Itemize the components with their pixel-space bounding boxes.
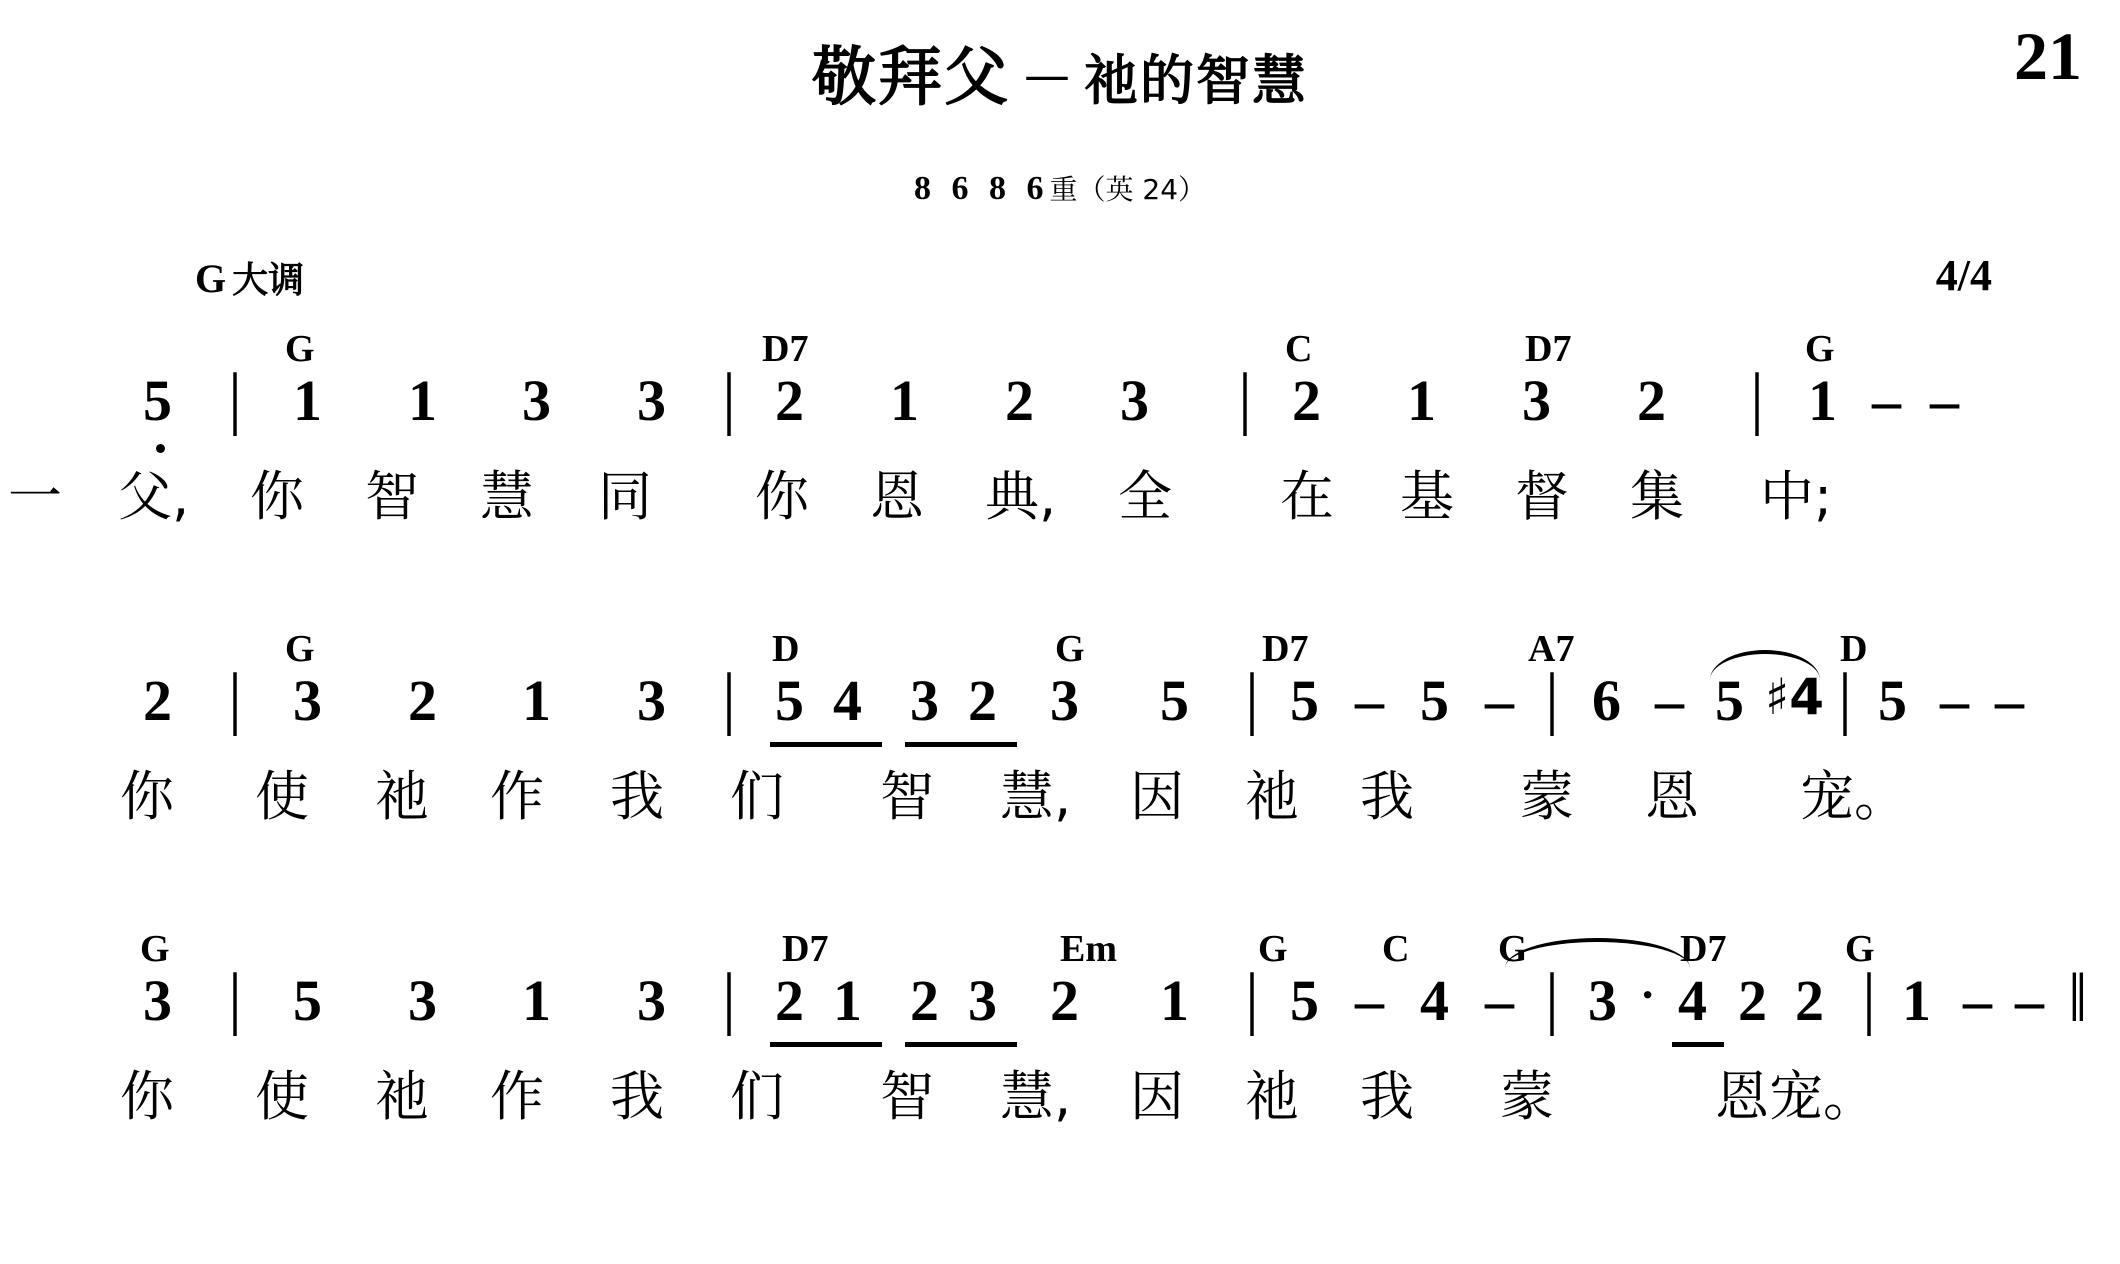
lyric-syllable: 我 [610, 1065, 664, 1128]
sustain-dash: – [1485, 668, 1514, 733]
note: 2 [1738, 968, 1767, 1033]
sustain-dash: – [1872, 368, 1901, 433]
lyric-syllable: 父, [118, 465, 190, 528]
chord-symbol: Em [1060, 928, 1117, 970]
time-signature: 4/4 [1935, 251, 1992, 300]
note: 2 [1050, 968, 1079, 1033]
note: 5 [1878, 668, 1907, 733]
chord-symbol: G [1055, 628, 1085, 670]
note: 3 [143, 968, 172, 1033]
note: 2 [968, 668, 997, 733]
lyric-syllable: 智 [365, 465, 419, 528]
note: 5 [1290, 968, 1319, 1033]
note: 3 [408, 968, 437, 1033]
page-title [0, 26, 2120, 118]
note: 5 [293, 968, 322, 1033]
lyrics-line-1 [0, 465, 2120, 550]
title-dash: — [1024, 48, 1070, 102]
note: 2 [775, 368, 804, 433]
note: 5 [1715, 668, 1744, 733]
sustain-dash: – [1963, 968, 1992, 1033]
chord-symbol: D7 [1680, 928, 1727, 970]
lyric-syllable: 智 [880, 765, 934, 828]
note: 5 [143, 368, 172, 433]
lyric-syllable: 督 [1515, 465, 1569, 528]
chord-symbol: D7 [782, 928, 829, 970]
barline: | [1838, 660, 1853, 737]
low-octave-dot [156, 444, 165, 453]
lyric-syllable: 祂 [375, 1065, 429, 1128]
lyric-syllable: 使 [255, 765, 309, 828]
note: 5 [775, 668, 804, 733]
note: 4 [1678, 968, 1707, 1033]
note: 3 [637, 668, 666, 733]
note: 2 [775, 968, 804, 1033]
lyric-syllable: 全 [1118, 465, 1172, 528]
barline: | [1750, 360, 1765, 437]
meter-reference: （英 24） [1077, 173, 1207, 206]
sustain-dash: – [1355, 968, 1384, 1033]
chord-symbol: A7 [1528, 628, 1575, 670]
barline: | [228, 360, 243, 437]
sustain-dash: – [2015, 968, 2044, 1033]
key-signature-label: 大调 [232, 260, 305, 301]
barline: | [1862, 960, 1877, 1037]
note: 3 [1522, 368, 1551, 433]
note: 2 [1637, 368, 1666, 433]
notation-line-3 [0, 960, 2120, 1050]
barline: | [228, 960, 243, 1037]
note: 2 [143, 668, 172, 733]
notation-line-1 [0, 360, 2120, 450]
chord-symbol: D [772, 628, 800, 670]
lyric-syllable: 我 [610, 765, 664, 828]
music-system-1 [0, 330, 2120, 560]
note: 1 [1407, 368, 1436, 433]
lyric-syllable: 在 [1280, 465, 1334, 528]
sustain-dash: – [1930, 368, 1959, 433]
chord-symbol: D7 [1262, 628, 1309, 670]
lyric-syllable: 你 [755, 465, 809, 528]
sustain-dash: – [1355, 668, 1384, 733]
sustain-dash: – [1940, 668, 1969, 733]
slur-arc [1505, 938, 1690, 968]
chord-symbol: G [285, 628, 315, 670]
note: 1 [1160, 968, 1189, 1033]
lyric-syllable: 中; [1760, 465, 1833, 528]
note: 1 [1808, 368, 1837, 433]
note: 3 [522, 368, 551, 433]
note: 2 [1292, 368, 1321, 433]
note: 1 [522, 668, 551, 733]
lyric-syllable: 你 [120, 765, 174, 828]
lyric-syllable: 典, [985, 465, 1057, 528]
lyric-syllable: 们 [730, 1065, 784, 1128]
beam-underline [1672, 1042, 1724, 1047]
lyric-syllable: 你 [250, 465, 304, 528]
notation-line-2 [0, 660, 2120, 750]
sustain-dash: – [1655, 668, 1684, 733]
music-system-2 [0, 630, 2120, 860]
note: 4 [1420, 968, 1449, 1033]
lyric-syllable: 慧, [1000, 765, 1072, 828]
lyric-syllable: 恩 [870, 465, 924, 528]
hymn-number: 21 [2014, 18, 2082, 94]
lyric-syllable: 一 [8, 465, 62, 528]
note: 3 [1050, 668, 1079, 733]
lyric-syllable: 作 [490, 765, 544, 828]
lyric-syllable: 因 [1130, 1065, 1184, 1128]
lyric-syllable: 我 [1360, 1065, 1414, 1128]
note: 1 [833, 968, 862, 1033]
note: 3 [968, 968, 997, 1033]
lyric-syllable: 祂 [1245, 1065, 1299, 1128]
note: 3 [637, 368, 666, 433]
chord-symbol: C [1285, 328, 1313, 370]
lyric-syllable: 蒙 [1520, 765, 1574, 828]
chord-symbol: D [1840, 628, 1868, 670]
lyric-syllable: 因 [1130, 765, 1184, 828]
lyric-syllable: 祂 [1245, 765, 1299, 828]
note: 3 [1588, 968, 1617, 1033]
lyric-syllable: 蒙 [1500, 1065, 1554, 1128]
music-system-3 [0, 930, 2120, 1160]
lyric-syllable: 同 [598, 465, 652, 528]
note: 3 [637, 968, 666, 1033]
barline: | [1545, 960, 1560, 1037]
final-double-barline: ‖ [2068, 960, 2078, 1037]
lyric-syllable: 集 [1630, 465, 1684, 528]
note: 5 [1420, 668, 1449, 733]
beam-underline [905, 742, 1017, 747]
note: 1 [408, 368, 437, 433]
note: 6 [1592, 668, 1621, 733]
chord-symbol: G [1805, 328, 1835, 370]
meter-numbers: 8 6 8 6 [913, 170, 1050, 207]
chord-symbol: G [140, 928, 170, 970]
note: 4 [833, 668, 862, 733]
note: 2 [1005, 368, 1034, 433]
note: 5 [1160, 668, 1189, 733]
barline: | [228, 660, 243, 737]
beam-underline [770, 742, 882, 747]
chord-symbol: G [1258, 928, 1288, 970]
barline: | [1545, 660, 1560, 737]
lyric-syllable: 祂 [375, 765, 429, 828]
beam-underline [770, 1042, 882, 1047]
note: 5 [1290, 668, 1319, 733]
note: 1 [1902, 968, 1931, 1033]
note: 2 [1795, 968, 1824, 1033]
note: 1 [890, 368, 919, 433]
sustain-dash: – [1995, 668, 2024, 733]
chord-symbol: G [1498, 928, 1528, 970]
lyric-syllable: 恩 [1645, 765, 1699, 828]
title-subtitle: 祂的智慧 [1084, 49, 1308, 112]
lyric-syllable: 慧, [1000, 1065, 1072, 1128]
chord-symbol: G [285, 328, 315, 370]
key-signature [195, 252, 304, 303]
lyric-syllable: 宠。 [1800, 765, 1908, 828]
lyric-syllable: 智 [880, 1065, 934, 1128]
lyric-syllable: 慧 [480, 465, 534, 528]
beam-underline [905, 1042, 1017, 1047]
lyric-syllable: 们 [730, 765, 784, 828]
note: 3 [1120, 368, 1149, 433]
note: 2 [910, 968, 939, 1033]
barline: | [1238, 360, 1253, 437]
lyrics-line-3 [0, 1065, 2120, 1150]
chord-symbol: G [1845, 928, 1875, 970]
lyric-syllable: 你 [120, 1065, 174, 1128]
note: 3 [293, 668, 322, 733]
chord-symbol: D7 [762, 328, 809, 370]
augmentation-dot: · [1640, 969, 1656, 1020]
key-signature-letter: G [195, 256, 227, 301]
sustain-dash: – [1485, 968, 1514, 1033]
barline: | [722, 960, 737, 1037]
lyric-syllable: 使 [255, 1065, 309, 1128]
note: 2 [408, 668, 437, 733]
chord-symbol: C [1382, 928, 1410, 970]
note-sharp: ♯4 [1765, 668, 1824, 726]
slur-arc [1710, 650, 1820, 680]
title-main: 敬拜父 [812, 41, 1010, 115]
lyric-syllable: 恩宠。 [1715, 1065, 1877, 1128]
lyric-syllable: 基 [1400, 465, 1454, 528]
note: 1 [522, 968, 551, 1033]
meter-repeat-label: 重 [1049, 173, 1078, 206]
barline: | [1245, 960, 1260, 1037]
lyric-syllable: 作 [490, 1065, 544, 1128]
lyrics-line-2 [0, 765, 2120, 850]
barline: | [1245, 660, 1260, 737]
meter-line [0, 168, 2120, 208]
lyric-syllable: 我 [1360, 765, 1414, 828]
note: 1 [293, 368, 322, 433]
barline: | [722, 360, 737, 437]
chord-symbol: D7 [1525, 328, 1572, 370]
note: 3 [910, 668, 939, 733]
barline: | [722, 660, 737, 737]
